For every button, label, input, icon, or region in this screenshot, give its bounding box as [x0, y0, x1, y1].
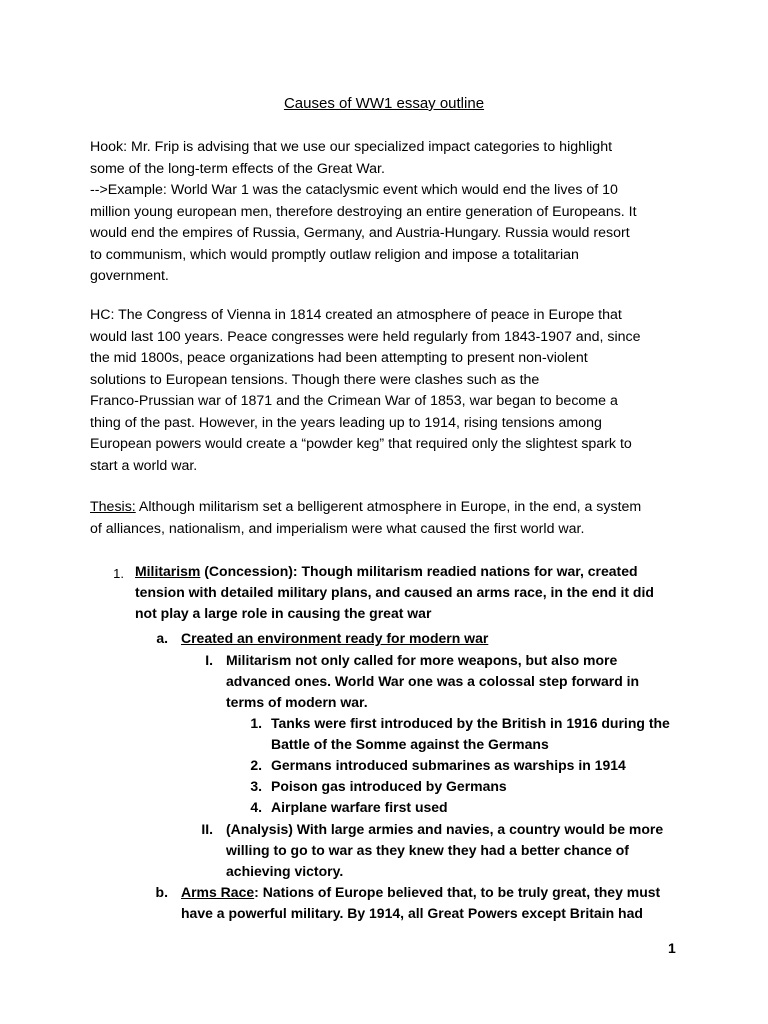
outline-marker-b: b.: [155, 884, 168, 900]
hook-line: -->Example: World War 1 was the cataclysmic event which would end the lives of 10: [90, 182, 618, 198]
arms-race-text: : Nations of Europe believed that, to be truly great, they must: [254, 884, 661, 900]
outline-subheading-b: [181, 882, 660, 903]
thesis-paragraph: [90, 497, 690, 540]
outline-marker-i: I.: [205, 652, 213, 668]
hook-line: to communism, which would promptly outlaw religion and impose a totalitarian: [90, 246, 579, 263]
outline-line: not play a large role in causing the great war: [135, 605, 432, 621]
thesis-label: Thesis:: [90, 499, 136, 515]
outline-subitem: Tanks were first introduced by the British in 1916 during the: [271, 715, 670, 731]
outline-marker: 1.: [250, 715, 262, 731]
outline-marker-ii: II.: [201, 821, 213, 837]
outline-subitem: Germans introduced submarines as warships in 1914: [271, 757, 626, 773]
outline-marker: 2.: [250, 757, 262, 773]
thesis-text: Although militarism set a belligerent atmosphere in Europe, in the end, a system: [135, 499, 642, 515]
outline-subitem: Poison gas introduced by Germans: [271, 778, 507, 794]
thesis-line: of alliances, nationalism, and imperialism were what caused the first world war.: [90, 520, 585, 537]
hc-line: the mid 1800s, peace organizations had been attempting to present non-violent: [90, 350, 588, 366]
hook-line: government.: [90, 268, 169, 284]
hook-line: million young european men, therefore destroying an entire generation of Europeans. It: [90, 203, 637, 220]
outline-subitem: Airplane warfare first used: [271, 799, 448, 815]
outline-line: (Analysis) With large armies and navies, a country would be more: [226, 821, 664, 837]
arms-race-label: Arms Race: [181, 884, 255, 900]
hc-line: Franco-Prussian war of 1871 and the Crimean War of 1853, war began to become a: [90, 393, 618, 409]
hook-line: Hook: Mr. Frip is advising that we use our specialized impact categories to highlight: [90, 139, 613, 155]
militarism-label: Militarism: [135, 563, 201, 579]
document-title: Causes of WW1 essay outline: [283, 95, 485, 112]
hook-line: some of the long-term effects of the Great War.: [90, 160, 385, 177]
outline-number: 1.: [113, 566, 124, 581]
outline-line: willing to go to war as they knew they had a better chance of: [226, 842, 629, 858]
outline-item-militarism: [135, 561, 638, 582]
outline-marker: 3.: [250, 778, 262, 794]
hc-line: start a world war.: [90, 457, 198, 474]
outline-line: terms of modern war.: [226, 694, 368, 710]
outline-line: Militarism not only called for more weapons, but also more: [226, 652, 618, 668]
hc-line: thing of the past. However, in the years leading up to 1914, rising tensions among: [90, 414, 602, 431]
hc-line: would last 100 years. Peace congresses were held regularly from 1843-1907 and, since: [90, 328, 641, 345]
hc-line: solutions to European tensions. Though there were clashes such as the: [90, 371, 540, 388]
outline-marker-a: a.: [156, 630, 168, 646]
outline-line: have a powerful military. By 1914, all Great Powers except Britain had: [181, 905, 643, 921]
outline-subitem: Battle of the Somme against the Germans: [271, 736, 549, 752]
hook-line: would end the empires of Russia, Germany, and Austria-Hungary. Russia would resort: [90, 225, 630, 241]
hc-line: European powers would create a “powder keg” that required only the slightest spark to: [90, 436, 632, 452]
outline-subheading-a: Created an environment ready for modern war: [181, 630, 489, 646]
hook-paragraph: [90, 137, 690, 288]
outline-marker: 4.: [250, 799, 262, 815]
outline-line: tension with detailed military plans, and caused an arms race, in the end it did: [135, 584, 654, 600]
militarism-concession: (Concession): Though militarism readied nations for war, created: [200, 563, 638, 579]
thesis-line: [90, 497, 690, 519]
hc-paragraph: [90, 305, 690, 477]
hc-line: HC: The Congress of Vienna in 1814 created an atmosphere of peace in Europe that: [90, 307, 622, 323]
page-number: 1: [668, 940, 676, 956]
outline-line: achieving victory.: [226, 863, 344, 879]
outline-line: advanced ones. World War one was a colossal step forward in: [226, 673, 640, 689]
